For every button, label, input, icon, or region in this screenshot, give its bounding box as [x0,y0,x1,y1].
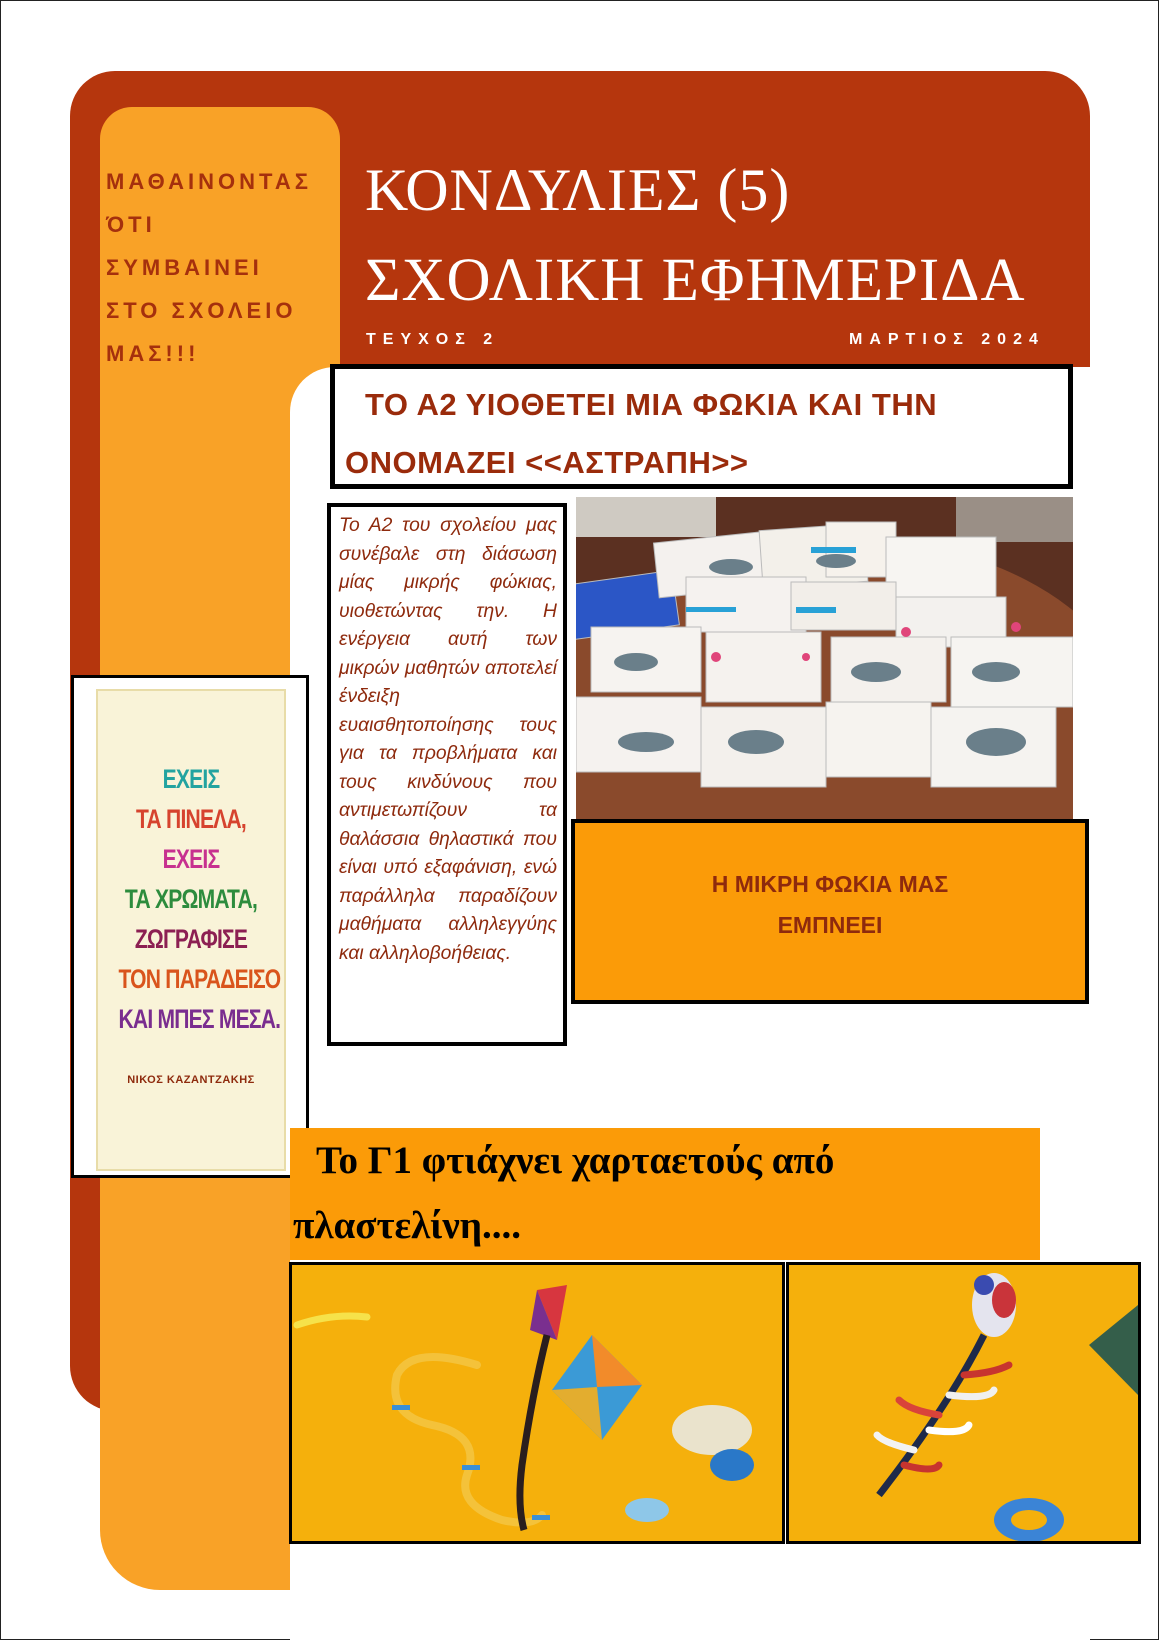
quote-line: ΖΩΓΡΑΦΙΣΕ [134,924,248,954]
headline-line-1: ΤΟ Α2 ΥΙΟΘΕΤΕΙ ΜΙΑ ΦΩΚΙΑ ΚΑΙ ΤΗΝ [365,387,938,422]
quote-poster [71,675,309,1178]
issue-number: ΤΕΥΧΟΣ 2 [366,331,500,348]
section-heading-line-2: πλαστελίνη.... [293,1204,521,1247]
sidebar-line: ΣΥΜΒΑΙΝΕΙ [106,255,263,280]
quote-line: ΤΑ ΧΡΩΜΑΤΑ, [124,884,258,914]
quote-line: ΕΧΕΙΣ [162,844,220,874]
section-heading-line-1: Το Γ1 φτιάχνει χαρταετούς από [316,1139,835,1182]
caption-line-2: ΕΜΠΝΕΕΙ [777,912,883,938]
quote-author: ΝΙΚΟΣ ΚΑΖΑΝΤΖΑΚΗΣ [127,1074,255,1086]
article-text: Το Α2 του σχολείου μας συνέβαλε στη διάσωση μίας μικρής φώκιας, υιοθετώντας την. Η ενέργεια αυτή των μικρών μαθητών αποτελεί ένδειξη ευαισθητοποίησης τους για τα προβλήματα και τους κινδύνους που αντιμετωπίζουν τα θαλάσσια θηλαστικά που είναι υπό εξαφάνιση, ενώ παράλληλα παραδίζουν μαθήματα αλληλεγγύης και αλληλοβοήθειας. [339,515,557,964]
sidebar-line: ΣΤΟ ΣΧΟΛΕΙΟ [106,298,297,323]
photo-caption-box [571,819,1089,1004]
quote-line: ΕΧΕΙΣ [162,764,220,794]
issue-date: ΜΑΡΤΙΟΣ 2024 [849,331,1045,348]
quote-card [96,689,286,1171]
plasticine-kites-photo [289,1262,785,1544]
quote-line: ΤΑ ΠΙΝΕΛΑ, [135,804,246,834]
quote-line: ΚΑΙ ΜΠΕΣ ΜΕΣΑ. [118,1004,281,1034]
newspaper-subtitle: ΣΧΟΛΙΚΗ ΕΦΗΜΕΡΙΔΑ [365,247,1026,314]
article-box [327,503,567,1046]
sidebar-line: ΌΤΙ [106,212,156,237]
sidebar-line: ΜΑΘΑΙΝΟΝΤΑΣ [106,169,312,194]
sidebar-slogan [106,160,346,375]
sidebar-line: ΜΑΣ!!! [106,341,200,366]
newspaper-title: ΚΟΝΔΥΛΙΕΣ (5) [365,157,791,223]
caption-line-1: Η ΜΙΚΡΗ ΦΩΚΙΑ ΜΑΣ [711,871,949,897]
quote-line: ΤΟΝ ΠΑΡΑΔΕΙΣΟ [118,964,281,994]
seal-drawings-photo [576,497,1073,822]
headline-box [330,364,1073,489]
headline-line-2: ΟΝΟΜΑΖΕΙ <<ΑΣΤΡΑΠΗ>> [345,445,749,480]
plasticine-fishbone-photo [786,1262,1141,1544]
section-heading-box [290,1128,1040,1260]
